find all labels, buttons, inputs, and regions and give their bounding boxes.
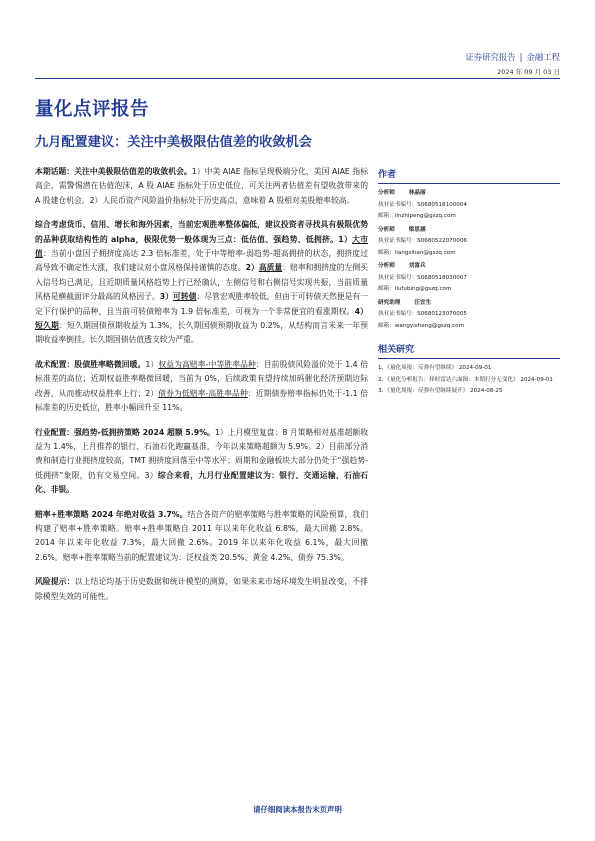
author-role: 分析师 bbox=[378, 226, 395, 233]
theme-text: 1）中美 AIAE 指标呈现极端分化，美国 AIAE 指标高企，需警惕潜在估值泡沫，A 股 AIAE 指标处于历史低位，可关注两者估值差有望收敛带来的 A 股建仓机会。2）人民币资产风险溢价指标处于历史高点，意味着 A 股相对美股赔率较高。 bbox=[35, 167, 368, 205]
industry-paragraph bbox=[35, 426, 368, 498]
related-report-link[interactable]: 2、《量化分析报告：择时雷达六面图：本期打分无变化》 2024-09-01 bbox=[378, 376, 553, 383]
author-email[interactable]: 邮箱：linzhipeng@gszq.com bbox=[378, 213, 456, 219]
synthesis-label: 综合考虑货币、信用、增长和海外因素，当前宏观胜率整体偏低，建议投资者寻找具有极限优势的品种获取结构性的 alpha，极限优势一般体现为三点：低估值、强趋势、低拥挤。 bbox=[35, 220, 368, 244]
author-name: 刘富兵 bbox=[408, 263, 426, 269]
report-title: 九月配置建议：关注中美极限估值差的收敛机会 bbox=[35, 135, 312, 150]
theme-label: 本期话题：关注中美极限估值差的收敛机会。 bbox=[35, 167, 192, 176]
author-role: 研究助理 bbox=[378, 299, 401, 306]
category-separator: | bbox=[519, 52, 523, 62]
related-heading: 相关研究 bbox=[378, 342, 560, 359]
synthesis-p2-text: ：赔率和拥挤度的左侧买入信号均已满足，且近期质量风格趋势上行已经确认，左侧信号和右侧信号实现共振，当前质量风格是横截面评分最高的风格因子。 bbox=[35, 263, 369, 302]
synthesis-p2-num: 2） bbox=[245, 263, 259, 273]
tactical-p1-num: 1） bbox=[145, 359, 159, 369]
synthesis-p4-text: ：短久期国债预期收益为 1.3%，长久期国债预期收益为 0.2%，从结构而言未来一年预期收益率倒挂，长久期国债估值透支较为严重。 bbox=[35, 321, 369, 345]
tactical-p2-num: 2） bbox=[145, 388, 159, 398]
related-report-link[interactable]: 1、《量化周报：反弹有望继续》 2024-09-01 bbox=[378, 365, 492, 371]
main-content bbox=[35, 165, 368, 614]
combo-label: 赔率+胜率策略 2024 年绝对收益 3.7%。 bbox=[35, 509, 188, 519]
tactical-p2-text: ：近期债券赔率指标仍处于-1.1 倍标准差的历史低位，胜率小幅回升至 11%。 bbox=[35, 388, 368, 413]
synthesis-p3-label: 可转债 bbox=[173, 292, 197, 302]
author-card bbox=[378, 261, 560, 296]
theme-paragraph bbox=[35, 165, 368, 208]
synthesis-p1-num: 1） bbox=[338, 234, 353, 244]
author-role: 分析师 bbox=[378, 263, 395, 269]
tactical-p1-label: 权益为高赔率-中等胜率品种 bbox=[158, 359, 256, 369]
combo-paragraph bbox=[35, 508, 368, 566]
header-category bbox=[465, 51, 560, 63]
sidebar bbox=[378, 167, 560, 398]
author-card bbox=[378, 188, 560, 223]
related-report-link[interactable]: 3、《量化周报：反弹有望继续展开》 2024-08-25 bbox=[378, 388, 503, 394]
industry-text: 1）上月模型复盘：8 月策略相对基准超额收益为 1.4%，上月推荐的银行、石油石化跑赢基准，今年以来策略超额为 5.9%。2）目前部分消费和制造行业拥挤度较高，TMT 拥挤度回落至中等水平；周期和金融板块大部分仍处于“强趋势-低拥挤”象限，仍有交易空间。3） bbox=[35, 427, 368, 480]
tactical-p1-text: ：目前股债风险溢价处于 1.4 倍标准差的高位；近期权益胜率略微回暖，当前为 0%，后续政策有望持续加码催化经济预期边际改善，从而推动权益胜率上行； bbox=[35, 359, 368, 398]
category-label: 证券研究报告 bbox=[465, 52, 516, 62]
author-name: 汪宜生 bbox=[414, 299, 432, 306]
synthesis-p1-label: 大市值 bbox=[35, 234, 368, 259]
synthesis-p3-num: 3） bbox=[159, 292, 174, 302]
author-card bbox=[378, 298, 560, 333]
report-date: 2024 年 09 月 03 日 bbox=[497, 68, 560, 76]
synthesis-p3-text: ：尽管宏观胜率较低，但由于可转债天然便是有一定下行保护的品种，且当前可转债赔率为 1.9 倍标准差，可视为一个非常便宜的看涨期权。 bbox=[35, 292, 369, 316]
synthesis-p2-label: 高质量 bbox=[258, 263, 283, 273]
report-type: 量化点评报告 bbox=[35, 99, 150, 120]
tactical-label: 战术配置：股债胜率略微回暖。 bbox=[35, 359, 146, 369]
header-divider bbox=[35, 78, 560, 79]
tactical-paragraph bbox=[35, 358, 368, 416]
author-cert: 执业证书编号：S0680518030007 bbox=[378, 274, 467, 281]
risk-label: 风险提示： bbox=[35, 577, 75, 587]
authors-heading: 作者 bbox=[378, 167, 560, 184]
industry-label: 行业配置：强趋势-低拥挤策略 2024 超额 5.9%。 bbox=[35, 427, 215, 437]
synthesis-p4-num: 4） bbox=[354, 306, 368, 316]
author-email[interactable]: 邮箱：liufubing@gszq.com bbox=[378, 286, 452, 292]
synthesis-p4-label: 短久期 bbox=[35, 321, 59, 331]
synthesis-p1-text: ：当前小盘因子拥挤度高达 2.3 倍标准差，处于中等赔率-弱趋势-超高拥挤的状态，拥挤度过高导致不确定性大涨，我们建议对小盘风格保持谨慎的态度。 bbox=[35, 249, 369, 273]
author-card bbox=[378, 225, 560, 260]
risk-paragraph bbox=[35, 575, 368, 604]
author-email[interactable]: 邮箱：liangsihan@gszq.com bbox=[378, 249, 456, 256]
combo-text: 结合各资产的赔率策略与胜率策略的风险预算，我们构建了赔率+胜率策略。赔率+胜率策略自 2011 年以来年化收益 6.8%，最大回撤 2.8%。2014 年以来年化收益 7.3%，最大回撤 2.6%。2019 年以来年化收益 6.1%，最大回撤 2.6%。赔率+胜率策略当前的配置建议为：泛权益类 20.5%、黄金 4.2%、债券 75.3%。 bbox=[35, 509, 369, 562]
author-cert: 执业证书编号：S0680522070006 bbox=[378, 238, 467, 244]
author-email[interactable]: 邮箱：wangyisheng@gszq.com bbox=[378, 322, 465, 329]
author-role: 分析师 bbox=[378, 190, 395, 196]
author-name: 梁思涵 bbox=[408, 226, 426, 233]
author-name: 林晶丽 bbox=[408, 190, 426, 196]
tactical-p2-label: 债券为低赔率-高胜率品种 bbox=[158, 388, 248, 398]
industry-recommendation: 综合来看，九月行业配置建议为：银行、交通运输、石油石化、非银。 bbox=[35, 470, 368, 495]
author-cert: 执业证书编号：S0680123070005 bbox=[378, 311, 467, 317]
sub-category-label: 金融工程 bbox=[526, 52, 560, 62]
synthesis-paragraph bbox=[35, 218, 368, 348]
risk-text: 以上结论均基于历史数据和统计模型的测算，如果未来市场环境发生明显改变，不排除模型失效的可能性。 bbox=[35, 577, 369, 601]
author-cert: 执业证书编号：S0680518100004 bbox=[378, 201, 467, 208]
footer-disclaimer: 请仔细阅读本报告末页声明 bbox=[253, 805, 342, 814]
